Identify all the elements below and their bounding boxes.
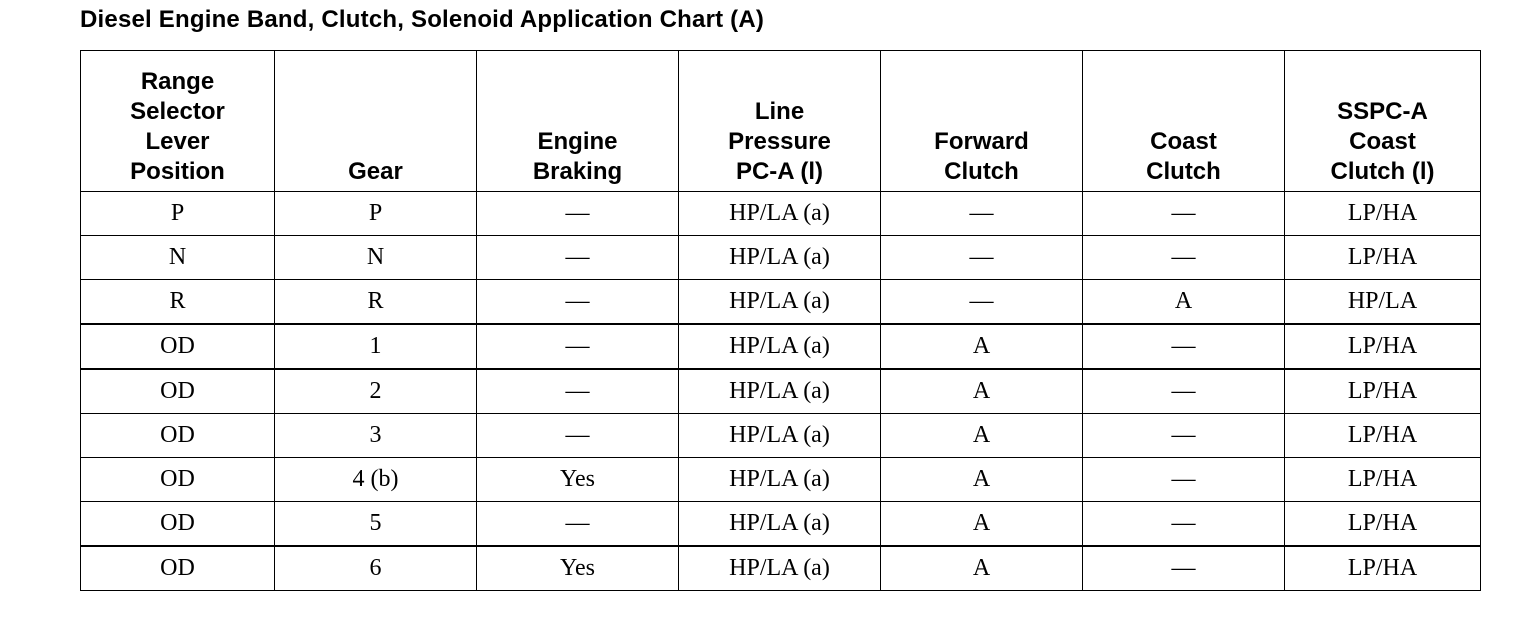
table-cell: OD: [81, 324, 275, 369]
table-cell: P: [81, 192, 275, 236]
page-title: Diesel Engine Band, Clutch, Solenoid Application Chart (A): [80, 6, 765, 33]
table-cell: —: [1083, 414, 1285, 458]
table-row: [81, 369, 1481, 414]
table-cell: —: [477, 502, 679, 547]
table-cell: LP/HA: [1285, 546, 1481, 591]
table-row: [81, 502, 1481, 547]
table-row: [81, 280, 1481, 325]
table-cell: 2: [275, 369, 477, 414]
header-sspc-a-coast-clutch: SSPC-A Coast Clutch (l): [1285, 51, 1481, 192]
table-cell: OD: [81, 502, 275, 547]
table-cell: HP/LA (a): [679, 369, 881, 414]
table-cell: LP/HA: [1285, 414, 1481, 458]
table-row: [81, 236, 1481, 280]
table-row: [81, 414, 1481, 458]
table-cell: A: [881, 458, 1083, 502]
header-gear: Gear: [275, 51, 477, 192]
table-cell: —: [477, 369, 679, 414]
table-cell: 1: [275, 324, 477, 369]
table-cell: OD: [81, 458, 275, 502]
table-cell: A: [881, 546, 1083, 591]
table-cell: N: [275, 236, 477, 280]
table-cell: —: [1083, 324, 1285, 369]
table-cell: LP/HA: [1285, 192, 1481, 236]
table-cell: Yes: [477, 546, 679, 591]
table-cell: HP/LA (a): [679, 236, 881, 280]
header-row: [81, 51, 1481, 192]
table-cell: P: [275, 192, 477, 236]
table-cell: 6: [275, 546, 477, 591]
table-cell: A: [881, 414, 1083, 458]
header-forward-clutch: Forward Clutch: [881, 51, 1083, 192]
table-cell: —: [477, 414, 679, 458]
table-cell: 4 (b): [275, 458, 477, 502]
table-cell: —: [1083, 369, 1285, 414]
table-cell: HP/LA: [1285, 280, 1481, 325]
header-engine-braking: Engine Braking: [477, 51, 679, 192]
table-cell: —: [477, 236, 679, 280]
header-range-selector-lever-position: Range Selector Lever Position: [81, 51, 275, 192]
table-cell: LP/HA: [1285, 324, 1481, 369]
application-chart-table: [80, 50, 1481, 591]
table-cell: LP/HA: [1285, 458, 1481, 502]
table-cell: —: [477, 324, 679, 369]
table-cell: —: [1083, 502, 1285, 547]
table-row: [81, 546, 1481, 591]
table-cell: —: [1083, 546, 1285, 591]
table-cell: A: [881, 369, 1083, 414]
table-cell: —: [881, 280, 1083, 325]
table-cell: —: [1083, 458, 1285, 502]
table-cell: HP/LA (a): [679, 280, 881, 325]
table-cell: OD: [81, 414, 275, 458]
table-cell: —: [1083, 192, 1285, 236]
table-cell: HP/LA (a): [679, 414, 881, 458]
table-cell: HP/LA (a): [679, 546, 881, 591]
table-cell: A: [881, 502, 1083, 547]
header-coast-clutch: Coast Clutch: [1083, 51, 1285, 192]
table-row: [81, 324, 1481, 369]
table-cell: 5: [275, 502, 477, 547]
table-cell: —: [881, 236, 1083, 280]
table-cell: HP/LA (a): [679, 502, 881, 547]
table-cell: N: [81, 236, 275, 280]
table-row: [81, 192, 1481, 236]
table-cell: LP/HA: [1285, 502, 1481, 547]
table-cell: LP/HA: [1285, 369, 1481, 414]
table-cell: —: [1083, 236, 1285, 280]
table-cell: 3: [275, 414, 477, 458]
table-cell: HP/LA (a): [679, 458, 881, 502]
table-cell: —: [881, 192, 1083, 236]
table-cell: A: [1083, 280, 1285, 325]
table-cell: OD: [81, 546, 275, 591]
header-line-pressure: Line Pressure PC-A (l): [679, 51, 881, 192]
table-cell: LP/HA: [1285, 236, 1481, 280]
table-cell: A: [881, 324, 1083, 369]
table-cell: —: [477, 280, 679, 325]
table-cell: HP/LA (a): [679, 324, 881, 369]
table-cell: —: [477, 192, 679, 236]
table-cell: R: [275, 280, 477, 325]
table-cell: HP/LA (a): [679, 192, 881, 236]
table-cell: Yes: [477, 458, 679, 502]
table-cell: R: [81, 280, 275, 325]
table-cell: OD: [81, 369, 275, 414]
table-row: [81, 458, 1481, 502]
